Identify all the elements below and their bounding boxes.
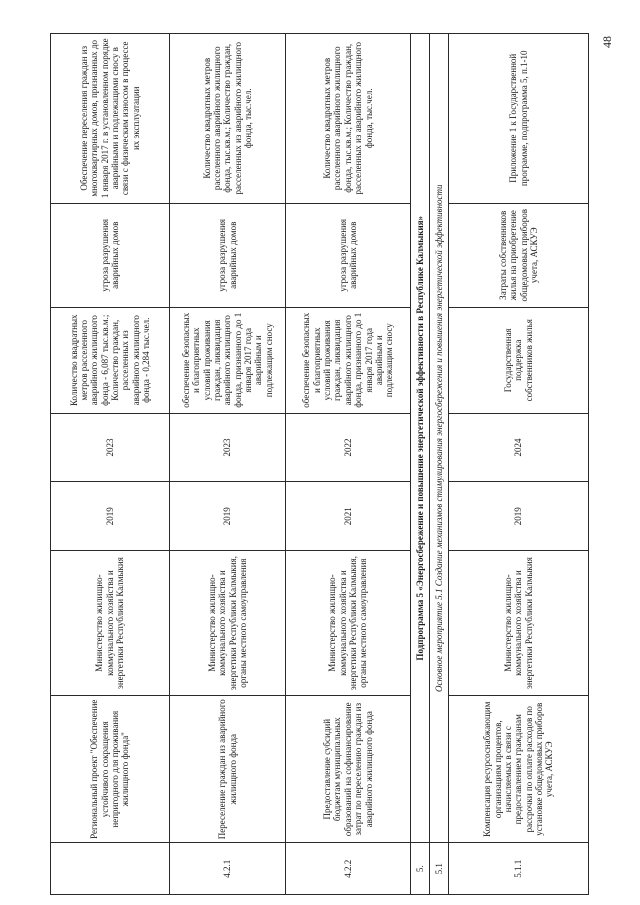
subsection-row: [430, 34, 449, 895]
start-year: 2019: [170, 482, 286, 551]
non-implementation-consequence: Затраты собственников жилья на приобретение общедомовых приборов учета, АСКУЭ: [449, 203, 589, 307]
responsible-executor: Министерство жилищно-коммунального хозяйства и энергетики Республики Калмыкия: [449, 551, 589, 696]
table-row: [170, 34, 286, 895]
start-year: 2019: [51, 482, 170, 551]
section-row: [411, 34, 430, 895]
expected-result: Количество квадратных метров расселенного аварийного жилищного фонда - 6,087 тыс.кв.м.; Количество граждан, расселенных из аварийного жилищного фонда - 0,284 тыс.чел.: [51, 307, 170, 413]
subsection-number: 5.1: [430, 843, 449, 895]
end-year: 2024: [449, 413, 589, 482]
end-year: 2023: [51, 413, 170, 482]
activity-name: Компенсация ресурсоснабжающим организациям процентов, начисляемых в связи с предоставлением гражданам рассрочки по оплате расходов по установке общедомовых приборов учета, АСКУЭ: [449, 696, 589, 843]
row-number: 5.1.1: [449, 843, 589, 895]
end-year: 2023: [170, 413, 286, 482]
page-number: 48: [600, 36, 614, 48]
non-implementation-consequence: угроза разрушения аварийных домов: [170, 203, 286, 307]
program-table: [50, 33, 589, 895]
related-indicators: Обеспечение переселения граждан из многоквартирных домов, признанных до 1 января 2017 г. в установленном порядке аварийными и подлежащими сносу в связи с физическим износом в процессе их эксплуатации: [51, 34, 170, 204]
row-number: 4.2.1: [170, 843, 286, 895]
row-number: 4.2.2: [286, 843, 411, 895]
rotated-table-page: [50, 33, 610, 895]
section-number: 5.: [411, 843, 430, 895]
non-implementation-consequence: угроза разрушения аварийных домов: [51, 203, 170, 307]
table-row: [286, 34, 411, 895]
related-indicators: Количество квадратных метров расселенного аварийного жилищного фонда, тыс.кв.м.; Количество граждан, расселенных из аварийного жилищного фонда, тыс.чел.: [170, 34, 286, 204]
activity-name: Региональный проект "Обеспечение устойчивого сокращения непригодного для проживания жилищного фонда": [51, 696, 170, 843]
section-title: Подпрограмма 5 «Энергосбережение и повышение энергетической эффективности в Республике Калмыкия»: [411, 34, 430, 843]
responsible-executor: Министерство жилищно-коммунального хозяйства и энергетики Республики Калмыкия: [51, 551, 170, 696]
related-indicators: Приложение 1 к Государственной программе, подпрограмма 5, п.1-10: [449, 34, 589, 204]
expected-result: Государственная поддержка собственников жилья: [449, 307, 589, 413]
row-number: [51, 843, 170, 895]
expected-result: обеспечение безопасных и благоприятных условий проживания граждан, ликвидация аварийного жилищного фонда, признанного до 1 января 2017 года аварийным и подлежащим сносу: [170, 307, 286, 413]
subsection-title: Основное мероприятие 5.1 Создание механизмов стимулирования энергосбережения и повышения энергетической эффективности: [430, 34, 449, 843]
table-row: [449, 34, 589, 895]
end-year: 2022: [286, 413, 411, 482]
non-implementation-consequence: угроза разрушения аварийных домов: [286, 203, 411, 307]
activity-name: Предоставление субсидий бюджетам муниципальных образований на софинансирование затрат по переселению граждан из аварийного жилищного фонда: [286, 696, 411, 843]
related-indicators: Количество квадратных метров расселенного аварийного жилищного фонда, тыс.кв.м.; Количество граждан, расселенных из аварийного жилищного фонда, тыс.чел.: [286, 34, 411, 204]
start-year: 2019: [449, 482, 589, 551]
responsible-executor: Министерство жилищно-коммунального хозяйства и энергетики Республики Калмыкия, органы местного самоуправления: [286, 551, 411, 696]
start-year: 2021: [286, 482, 411, 551]
responsible-executor: Министерство жилищно-коммунального хозяйства и энергетики Республики Калмыкия, органы местного самоуправления: [170, 551, 286, 696]
table-row: [51, 34, 170, 895]
activity-name: Переселение граждан из аварийного жилищного фонда: [170, 696, 286, 843]
expected-result: обеспечение безопасных и благоприятных условий проживания граждан, ликвидация аварийного жилищного фонда, признанного до 1 января 2017 года аварийным и подлежащим сносу: [286, 307, 411, 413]
